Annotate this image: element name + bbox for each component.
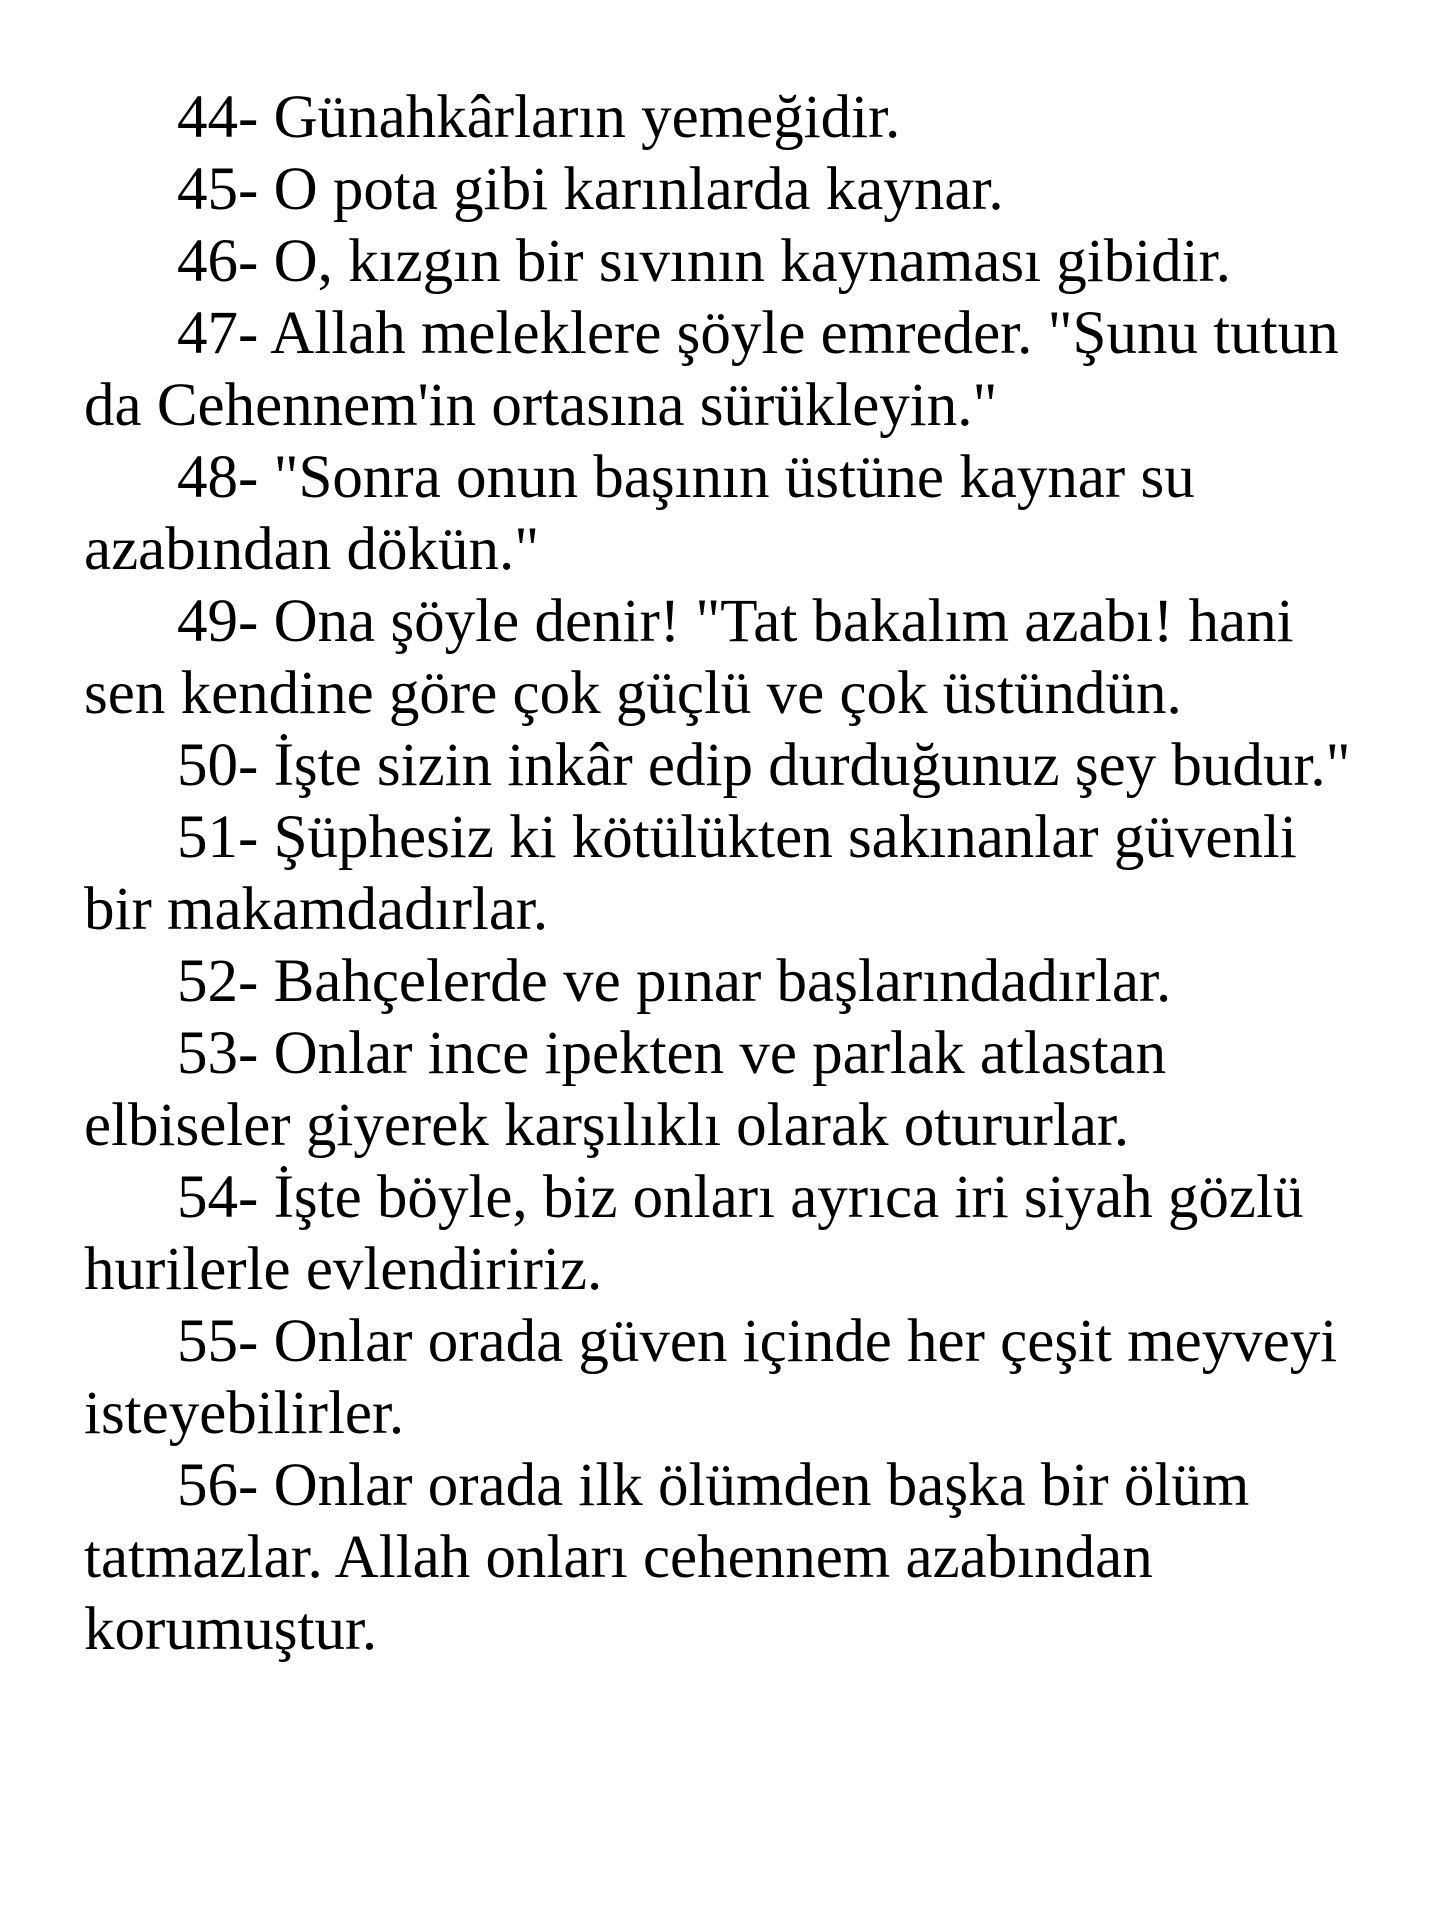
verse-52: 52- Bahçelerde ve pınar başlarındadırlar. xyxy=(177,948,1172,1015)
verse-49: 49- Ona şöyle denir! "Tat bakalım azabı! hani sen kendine göre çok güçlü ve çok üstündün. xyxy=(84,588,1294,727)
verse-45: 45- O pota gibi karınlarda kaynar. xyxy=(177,156,1004,223)
verse-47: 47- Allah meleklere şöyle emreder. "Şunu tutun da Cehennem'in ortasına sürükleyin." xyxy=(84,300,1339,439)
verse-44: 44- Günahkârların yemeğidir. xyxy=(177,84,901,151)
verse-53: 53- Onlar ince ipekten ve parlak atlastan elbiseler giyerek karşılıklı olarak otururlar. xyxy=(84,1020,1167,1159)
verse-51: 51- Şüphesiz ki kötülükten sakınanlar güvenli bir makamdadırlar. xyxy=(84,804,1297,943)
verse-55: 55- Onlar orada güven içinde her çeşit meyveyi isteyebilirler. xyxy=(84,1308,1338,1447)
verse-56: 56- Onlar orada ilk ölümden başka bir ölüm tatmazlar. Allah onları cehennem azabından korumuştur. xyxy=(84,1452,1250,1663)
verse-46: 46- O, kızgın bir sıvının kaynaması gibidir. xyxy=(177,228,1231,295)
verse-54: 54- İşte böyle, biz onları ayrıca iri siyah gözlü hurilerle evlendiririz. xyxy=(84,1164,1304,1303)
verse-50: 50- İşte sizin inkâr edip durduğunuz şey budur." xyxy=(177,732,1351,799)
page-body xyxy=(84,82,1374,1666)
verse-48: 48- "Sonra onun başının üstüne kaynar su azabından dökün." xyxy=(84,444,1195,583)
